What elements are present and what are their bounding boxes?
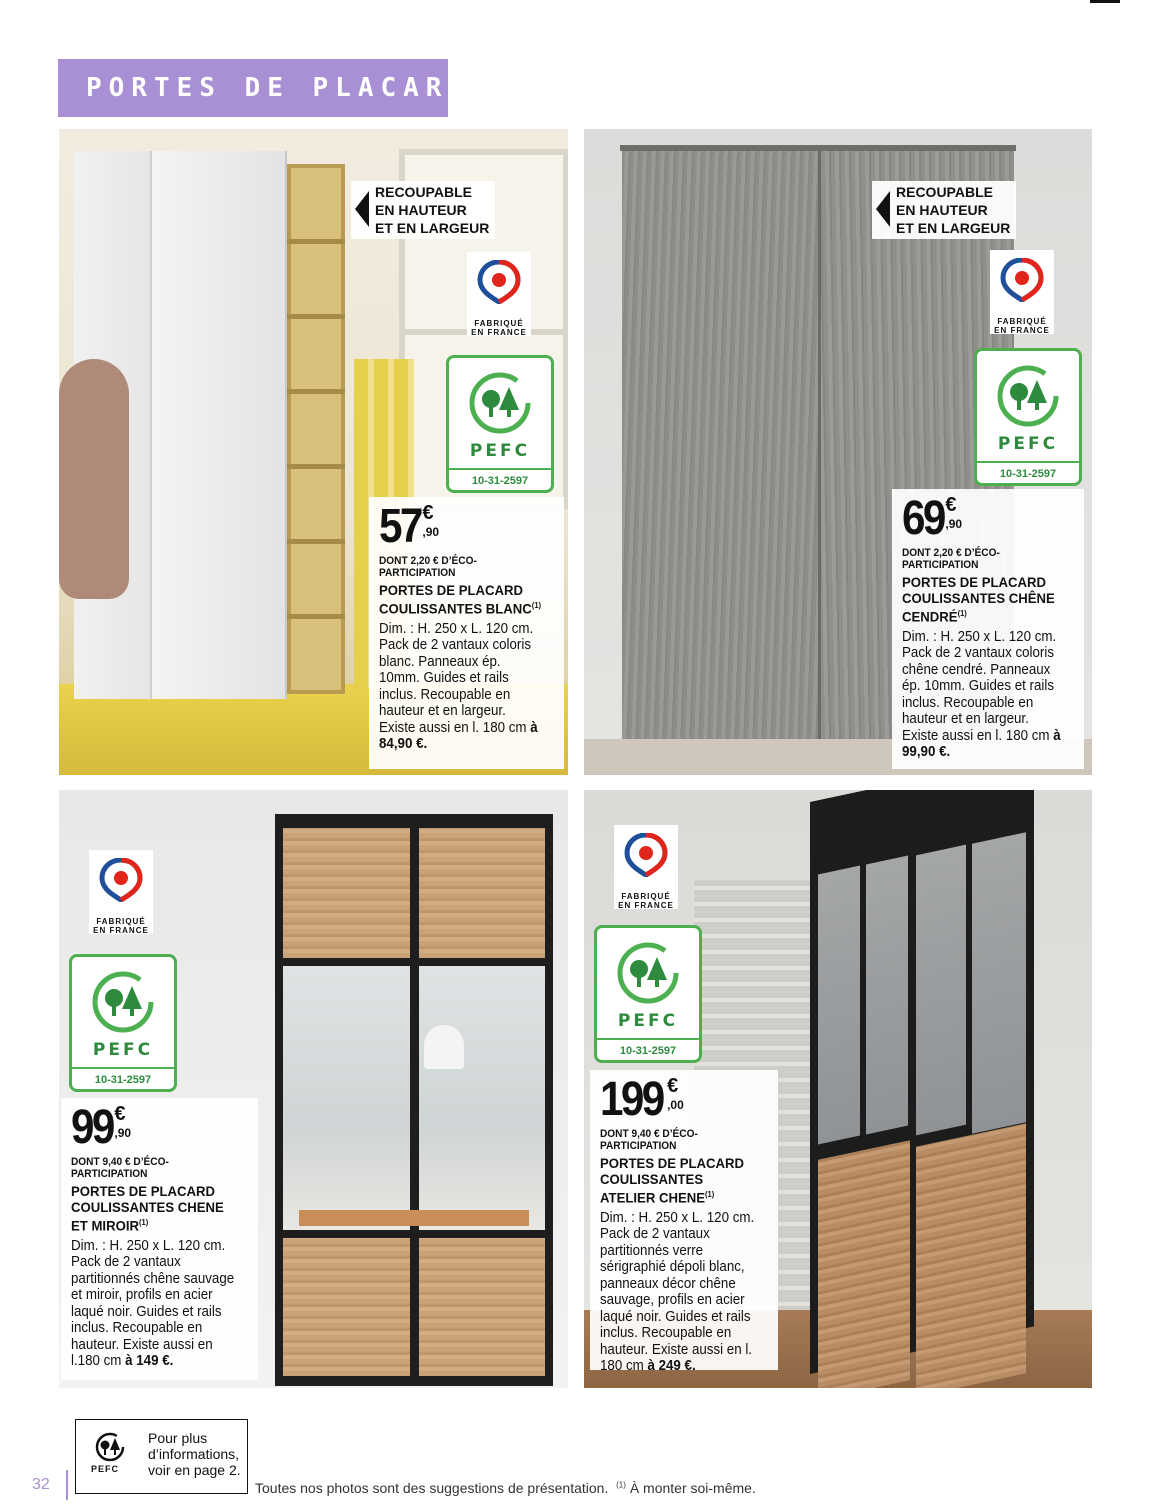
price: 199 € ,00 bbox=[600, 1073, 684, 1126]
product-panel-chene-cendre bbox=[584, 129, 1092, 775]
product-description: Dim. : H. 250 x L. 120 cm. Pack de 2 vantaux partitionnés verre sérigraphié dépoli blanc, panneaux décor chêne sauvage, profils en acier laqué noir. Guides et rails inclus. Recoupable en hauteur. Existe aussi en l. 180 cm à 249 €. bbox=[600, 1209, 755, 1375]
page-number-divider bbox=[66, 1470, 68, 1500]
product-panel-chene-miroir bbox=[59, 790, 568, 1388]
price-box bbox=[892, 489, 1084, 769]
product-panel-blanc bbox=[59, 129, 568, 775]
fabrique-en-france-badge: FABRIQUÉ EN FRANCE bbox=[990, 250, 1054, 334]
footnote: Toutes nos photos sont des suggestions de présentation. $^{(1)}$ À monter soi-même. bbox=[255, 1480, 756, 1496]
price-box bbox=[61, 1098, 258, 1380]
eco-participation: DONT 9,40 € D’ÉCO-PARTICIPATION bbox=[600, 1128, 698, 1152]
pefc-badge: PEFC 10-31-2597 bbox=[69, 954, 177, 1092]
france-pin-icon bbox=[624, 833, 668, 877]
price: 57 € ,90 bbox=[379, 500, 440, 553]
pefc-trees-icon bbox=[997, 365, 1059, 427]
price: 69 € ,90 bbox=[902, 492, 963, 545]
section-title: PORTES DE PLACARD bbox=[58, 59, 448, 117]
pefc-trees-icon bbox=[92, 1432, 128, 1462]
product-panel-atelier-chene bbox=[584, 790, 1092, 1388]
pefc-info-text: Pour plus d’informations, voir en page 2. bbox=[148, 1430, 241, 1478]
pefc-trees-icon bbox=[469, 372, 531, 434]
product-name: PORTES DE PLACARD COULISSANTES CHENE ET MIROIR$^{(1)}$ bbox=[71, 1183, 224, 1234]
france-pin-icon bbox=[1000, 258, 1044, 302]
pefc-badge: PEFC 10-31-2597 bbox=[446, 355, 554, 493]
pefc-trees-icon bbox=[92, 971, 154, 1033]
pefc-badge: PEFC 10-31-2597 bbox=[974, 348, 1082, 486]
recoupable-badge: RECOUPABLE EN HAUTEUR ET EN LARGEUR bbox=[872, 181, 1016, 239]
top-marker bbox=[1090, 0, 1120, 3]
pefc-info-box bbox=[75, 1419, 248, 1494]
eco-participation: DONT 2,20 € D’ÉCO-PARTICIPATION bbox=[902, 547, 1000, 571]
product-name: PORTES DE PLACARD COULISSANTES CHÊNE CENDRÉ$^{(1)}$ bbox=[902, 574, 1055, 625]
eco-participation: DONT 9,40 € D’ÉCO-PARTICIPATION bbox=[71, 1156, 169, 1180]
recoupable-badge: RECOUPABLE EN HAUTEUR ET EN LARGEUR bbox=[351, 181, 495, 239]
fabrique-en-france-badge: FABRIQUÉ EN FRANCE bbox=[467, 252, 531, 336]
fabrique-en-france-badge: FABRIQUÉ EN FRANCE bbox=[614, 825, 678, 909]
pefc-badge: PEFC 10-31-2597 bbox=[594, 925, 702, 1063]
pefc-label: PEFC bbox=[91, 1464, 120, 1474]
product-name: PORTES DE PLACARD COULISSANTES BLANC$^{(1)}$ bbox=[379, 582, 542, 617]
product-description: Dim. : H. 250 x L. 120 cm. Pack de 2 vantaux coloris chêne cendré. Panneaux ép. 10mm. Guides et rails inclus. Recoupable en hauteur et en largeur. Existe aussi en l. 180 cm à 99,90 €. bbox=[902, 628, 1061, 761]
france-pin-icon bbox=[477, 260, 521, 304]
product-description: Dim. : H. 250 x L. 120 cm. Pack de 2 vantaux partitionnés chêne sauvage et miroir, profils en acier laqué noir. Guides et rails inclus. Recoupable en hauteur. Existe aussi en l.180 cm à 149 €. bbox=[71, 1237, 235, 1370]
eco-participation: DONT 2,20 € D’ÉCO-PARTICIPATION bbox=[379, 555, 477, 579]
fabrique-en-france-badge: FABRIQUÉ EN FRANCE bbox=[89, 850, 153, 934]
price-box bbox=[369, 497, 564, 769]
product-name: PORTES DE PLACARD COULISSANTES ATELIER CHENE$^{(1)}$ bbox=[600, 1155, 745, 1206]
price: 99 € ,90 bbox=[71, 1101, 132, 1154]
product-description: Dim. : H. 250 x L. 120 cm. Pack de 2 vantaux coloris blanc. Panneaux ép. 10mm. Guides et rails inclus. Recoupable en hauteur et en largeur. Existe aussi en l. 180 cm à 84,90 €. bbox=[379, 620, 538, 753]
page-number: 32 bbox=[32, 1476, 50, 1493]
pefc-trees-icon bbox=[617, 942, 679, 1004]
price-box bbox=[590, 1070, 778, 1375]
france-pin-icon bbox=[99, 858, 143, 902]
